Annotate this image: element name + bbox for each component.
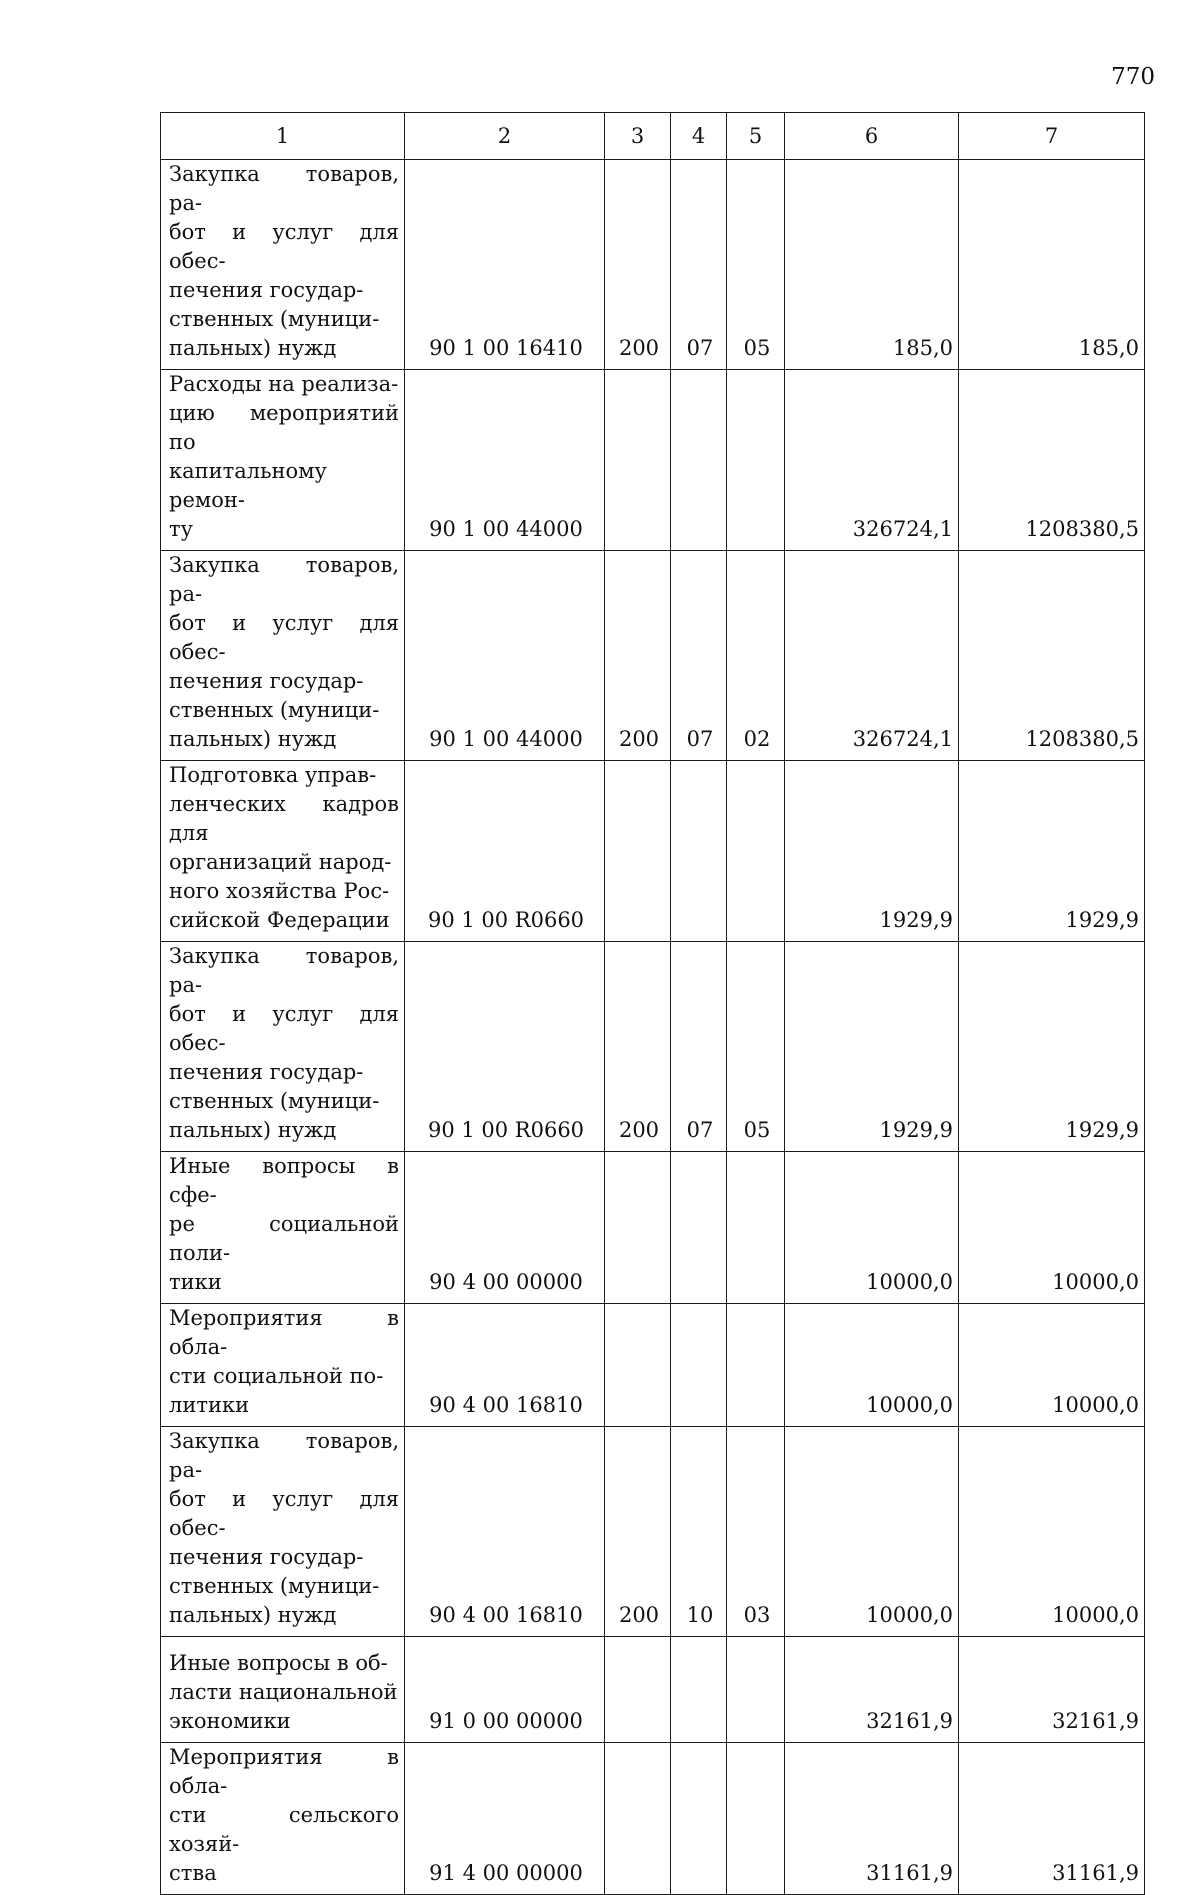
row-col4: 07 (671, 942, 727, 1152)
row-amount-col6: 31161,9 (785, 1743, 959, 1895)
row-code: 90 1 00 44000 (405, 551, 605, 761)
row-amount-col6: 326724,1 (785, 370, 959, 551)
table-body (161, 160, 1145, 1895)
row-col4 (671, 1743, 727, 1895)
table-row (161, 551, 1145, 761)
item-name-line: ленческих кадров для (169, 792, 399, 845)
item-name-line: Закупка товаров, ра- (169, 1429, 399, 1482)
row-item-name (161, 370, 405, 551)
item-name-line: ства (169, 1861, 217, 1885)
item-name-line: сти социальной по- (169, 1364, 384, 1388)
item-name-line: печения государ- (169, 1545, 364, 1569)
row-amount-col6: 326724,1 (785, 551, 959, 761)
row-item-name (161, 1152, 405, 1304)
row-item-name (161, 761, 405, 942)
column-header-7: 7 (959, 113, 1145, 160)
item-name-line: литики (169, 1393, 250, 1417)
row-code: 90 1 00 R0660 (405, 761, 605, 942)
row-col5 (727, 370, 785, 551)
budget-table (160, 112, 1145, 1895)
item-name-line: ственных (муници- (169, 1574, 380, 1598)
row-col5 (727, 761, 785, 942)
table-row (161, 1743, 1145, 1895)
item-name-line: Иные вопросы в об- (169, 1651, 388, 1675)
row-col5: 02 (727, 551, 785, 761)
row-amount-col7: 1208380,5 (959, 370, 1145, 551)
item-name-line: Мероприятия в обла- (169, 1745, 399, 1798)
item-name-line: ре социальной поли- (169, 1212, 399, 1265)
item-name-line: бот и услуг для обес- (169, 611, 399, 664)
row-amount-col6: 1929,9 (785, 761, 959, 942)
item-name-line: капитальному ремон- (169, 459, 327, 512)
row-code: 90 1 00 44000 (405, 370, 605, 551)
item-name-line: Мероприятия в обла- (169, 1306, 399, 1359)
item-name-line: организаций народ- (169, 850, 392, 874)
row-code: 91 0 00 00000 (405, 1637, 605, 1743)
item-name-line: ственных (муници- (169, 1089, 380, 1113)
row-amount-col7: 31161,9 (959, 1743, 1145, 1895)
row-col4 (671, 370, 727, 551)
row-col4 (671, 761, 727, 942)
page-number: 770 (1111, 64, 1155, 90)
row-amount-col7: 10000,0 (959, 1427, 1145, 1637)
table-row (161, 160, 1145, 370)
column-header-3: 3 (605, 113, 671, 160)
item-name-line: ласти национальной (169, 1680, 398, 1704)
row-col4: 07 (671, 551, 727, 761)
column-header-1: 1 (161, 113, 405, 160)
table-row (161, 761, 1145, 942)
item-name-line: цию мероприятий по (169, 401, 399, 454)
table-row (161, 370, 1145, 551)
item-name-line: бот и услуг для обес- (169, 1002, 399, 1055)
item-name-line: бот и услуг для обес- (169, 1487, 399, 1540)
row-amount-col7: 1929,9 (959, 942, 1145, 1152)
item-name-line: пальных) нужд (169, 727, 337, 751)
row-col3: 200 (605, 942, 671, 1152)
row-item-name (161, 160, 405, 370)
row-amount-col6: 10000,0 (785, 1304, 959, 1427)
row-col4 (671, 1304, 727, 1427)
row-code: 90 4 00 16810 (405, 1304, 605, 1427)
row-col5 (727, 1304, 785, 1427)
item-name-line: пальных) нужд (169, 336, 337, 360)
row-col3: 200 (605, 551, 671, 761)
row-col5: 05 (727, 160, 785, 370)
row-amount-col7: 1208380,5 (959, 551, 1145, 761)
row-item-name (161, 1743, 405, 1895)
row-code: 91 4 00 00000 (405, 1743, 605, 1895)
row-col4: 07 (671, 160, 727, 370)
table-row (161, 942, 1145, 1152)
row-col3 (605, 1304, 671, 1427)
item-name-line: печения государ- (169, 1060, 364, 1084)
row-item-name (161, 1304, 405, 1427)
row-col4 (671, 1637, 727, 1743)
item-name-line: пальных) нужд (169, 1118, 337, 1142)
row-code: 90 4 00 16810 (405, 1427, 605, 1637)
row-col5: 05 (727, 942, 785, 1152)
item-name-line: Подготовка управ- (169, 763, 377, 787)
row-amount-col6: 10000,0 (785, 1152, 959, 1304)
row-code: 90 4 00 00000 (405, 1152, 605, 1304)
row-item-name (161, 1637, 405, 1743)
row-item-name (161, 1427, 405, 1637)
row-item-name (161, 942, 405, 1152)
item-name-line: печения государ- (169, 278, 364, 302)
table-row (161, 1637, 1145, 1743)
row-col5 (727, 1743, 785, 1895)
row-col3 (605, 761, 671, 942)
item-name-line: тики (169, 1270, 222, 1294)
table-row (161, 1427, 1145, 1637)
item-name-line: печения государ- (169, 669, 364, 693)
item-name-line: сти сельского хозяй- (169, 1803, 399, 1856)
item-name-line: экономики (169, 1709, 291, 1733)
row-col3 (605, 1152, 671, 1304)
item-name-line: бот и услуг для обес- (169, 220, 399, 273)
row-col3 (605, 370, 671, 551)
row-col3: 200 (605, 1427, 671, 1637)
row-amount-col6: 1929,9 (785, 942, 959, 1152)
item-name-line: ственных (муници- (169, 307, 380, 331)
column-header-4: 4 (671, 113, 727, 160)
row-amount-col7: 10000,0 (959, 1152, 1145, 1304)
item-name-line: Закупка товаров, ра- (169, 162, 399, 215)
row-amount-col6: 32161,9 (785, 1637, 959, 1743)
item-name-line: ту (169, 517, 193, 541)
row-amount-col7: 185,0 (959, 160, 1145, 370)
header-row (161, 113, 1145, 160)
item-name-line: Иные вопросы в сфе- (169, 1154, 399, 1207)
row-code: 90 1 00 16410 (405, 160, 605, 370)
table-row (161, 1152, 1145, 1304)
row-amount-col7: 1929,9 (959, 761, 1145, 942)
item-name-line: ного хозяйства Рос- (169, 879, 390, 903)
item-name-line: сийской Федерации (169, 908, 390, 932)
item-name-line: Закупка товаров, ра- (169, 944, 399, 997)
item-name-line: пальных) нужд (169, 1603, 337, 1627)
row-amount-col6: 185,0 (785, 160, 959, 370)
item-name-line: Расходы на реализа- (169, 372, 399, 396)
item-name-line: Закупка товаров, ра- (169, 553, 399, 606)
row-item-name (161, 551, 405, 761)
row-amount-col7: 10000,0 (959, 1304, 1145, 1427)
table-row (161, 1304, 1145, 1427)
item-name-line: ственных (муници- (169, 698, 380, 722)
row-col5 (727, 1637, 785, 1743)
row-col3 (605, 1743, 671, 1895)
row-col4: 10 (671, 1427, 727, 1637)
column-header-5: 5 (727, 113, 785, 160)
row-col3 (605, 1637, 671, 1743)
row-col5 (727, 1152, 785, 1304)
row-col5: 03 (727, 1427, 785, 1637)
column-header-6: 6 (785, 113, 959, 160)
row-amount-col6: 10000,0 (785, 1427, 959, 1637)
row-col3: 200 (605, 160, 671, 370)
row-amount-col7: 32161,9 (959, 1637, 1145, 1743)
row-code: 90 1 00 R0660 (405, 942, 605, 1152)
row-col4 (671, 1152, 727, 1304)
column-header-2: 2 (405, 113, 605, 160)
